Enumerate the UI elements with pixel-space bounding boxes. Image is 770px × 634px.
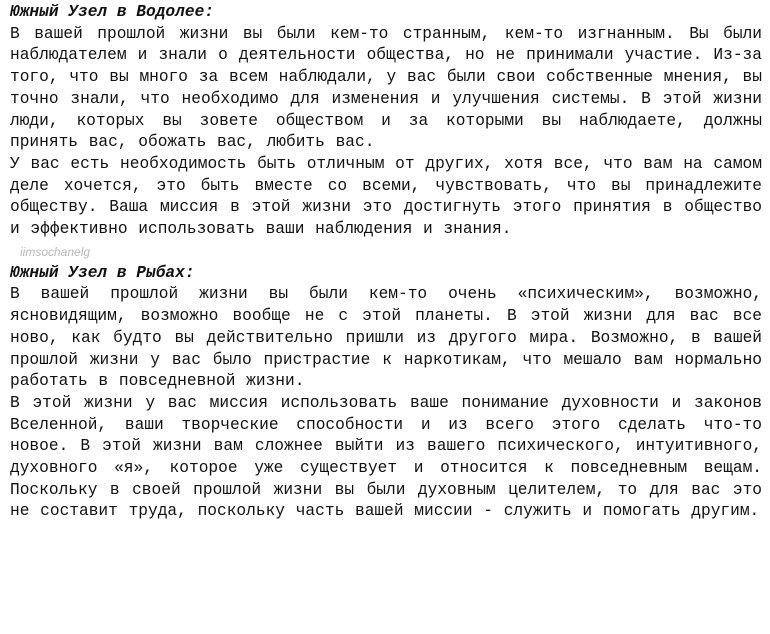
- section-heading: Южный Узел в Водолее:: [10, 3, 214, 21]
- watermark: iimsochanelg: [20, 244, 91, 259]
- paragraph: В вашей прошлой жизни вы были кем-то странным, кем-то изгнанным. Вы были наблюдателем и знали о деятельности общества, но не принимали участие. Из-за того, что вы много за всем наблюдали, у вас были свои собственные мнения, вы точно знали, что необходимо для изменения и улучшения системы. В этой жизни люди, которых вы зовете обществом и за которыми вы наблюдаете, должны принять вас, обожать вас, любить вас.: [10, 24, 762, 152]
- section-heading: Южный Узел в Рыбах:: [10, 263, 195, 282]
- document-page: [10, 2, 762, 523]
- section-south-node-aquarius: [10, 2, 762, 241]
- section-south-node-pisces: [10, 263, 762, 523]
- paragraph: В этой жизни у вас миссия использовать ваше понимание духовности и законов Вселенной, ваши творческие способности и из всего этого сделать что-то новое. В этой жизни вам сложнее выйти из вашего психического, интуитивного, духовного «я», которое уже существует и относится к повседневным вещам. Поскольку в своей прошлой жизни вы были духовным целителем, то для вас это не составит труда, поскольку часть вашей миссии - служить и помогать другим.: [10, 393, 762, 521]
- paragraph: В вашей прошлой жизни вы были кем-то очень «психическим», возможно, ясновидящим, возможно вообще не с этой планеты. В этой жизни для вас все ново, как будто вы действительно пришли из другого мира. Возможно, в вашей прошлой жизни у вас было пристрастие к наркотикам, что мешало вам нормально работать в повседневной жизни.: [10, 285, 762, 391]
- paragraph: У вас есть необходимость быть отличным от других, хотя все, что вам на самом деле хочется, это быть вместе со всеми, чувствовать, что вы принадлежите обществу. Ваша миссия в этой жизни это достигнуть этого принятия в общество и эффективно использовать ваши наблюдения и знания.: [10, 154, 762, 239]
